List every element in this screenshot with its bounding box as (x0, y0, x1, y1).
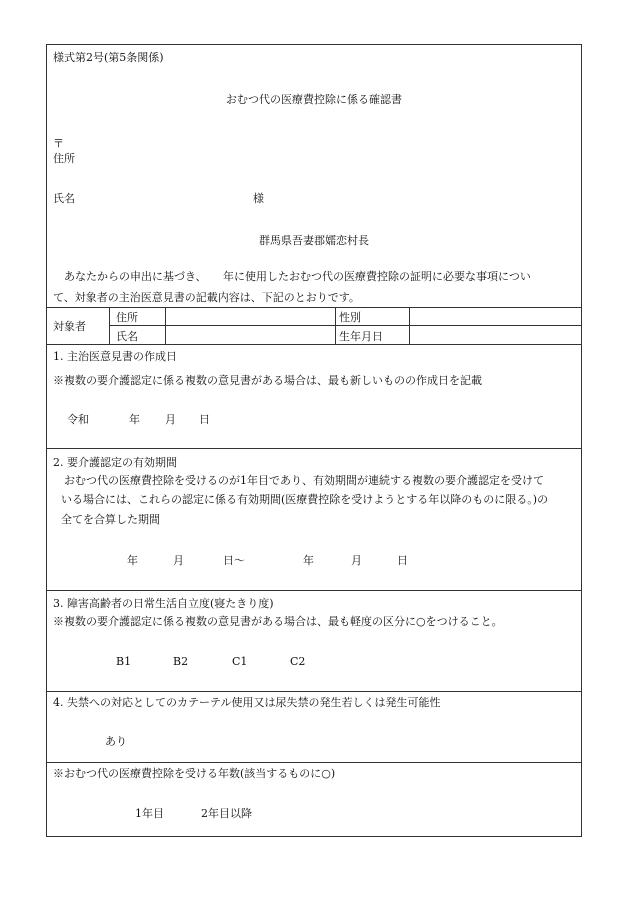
postal-mark: 〒 (53, 137, 64, 150)
option-first-year: 1年目 (135, 807, 164, 820)
section1-day: 日 (199, 413, 210, 426)
section5-title: ※おむつ代の医療費控除を受ける年数(該当するものに○) (53, 767, 336, 780)
birthdate-label: 生年月日 (339, 330, 383, 343)
period-from-year: 年 (127, 554, 138, 567)
form-title: おむつ代の医療費控除に係る確認書 (226, 93, 402, 106)
period-to-day: 日 (397, 554, 408, 567)
period-to-year: 年 (303, 554, 314, 567)
section2-line-3: 全てを合算した期間 (61, 513, 160, 526)
recipient-name-label: 氏名 (53, 192, 75, 205)
subject-row-label: 対象者 (53, 320, 86, 333)
subject-name-label: 氏名 (116, 330, 138, 343)
section2-title: 2. 要介護認定の有効期間 (53, 456, 177, 469)
section1-era: 令和 (67, 413, 89, 426)
section4-title: 4. 失禁への対応としてのカテーテル使用又は尿失禁の発生若しくは発生可能性 (53, 696, 441, 709)
period-from-month: 月 (173, 554, 184, 567)
option-c1: C1 (232, 655, 248, 668)
intro-line-1: あなたからの申出に基づき、 年に使用したおむつ代の医療費控除の証明に必要な事項につい (53, 270, 531, 283)
section2-line-1: おむつ代の医療費控除を受けるのが1年目であり、有効期間が連続する複数の要介護認定を受けて (53, 474, 544, 487)
option-c2: C2 (290, 655, 306, 668)
period-from-day: 日～ (223, 554, 245, 567)
certificate-form (46, 44, 582, 837)
section1-title: 1. 主治医意見書の作成日 (53, 350, 177, 363)
section1-note: ※複数の要介護認定に係る複数の意見書がある場合は、最も新しいものの作成日を記載 (53, 374, 482, 387)
honorific: 様 (253, 192, 264, 205)
period-to-month: 月 (351, 554, 362, 567)
section1-month: 月 (165, 413, 176, 426)
intro-line-2: て、対象者の主治医意見書の記載内容は、下記のとおりです。 (53, 291, 360, 304)
section3-title: 3. 障害高齢者の日常生活自立度(寝たきり度) (53, 597, 274, 610)
section1-year: 年 (129, 413, 140, 426)
gender-label: 性別 (339, 311, 361, 324)
form-number: 様式第2号(第5条関係) (53, 51, 164, 64)
section3-note: ※複数の要介護認定に係る複数の意見書がある場合は、最も軽度の区分に○をつけること。 (53, 615, 503, 628)
option-second-year-onward: 2年目以降 (201, 807, 252, 820)
section4-answer: あり (105, 735, 127, 748)
section2-line-2: いる場合には、これらの認定に係る有効期間(医療費控除を受けようとする年以降のものに限る。)の (61, 493, 549, 506)
address-label: 住所 (53, 152, 75, 165)
option-b2: B2 (173, 655, 189, 668)
option-b1: B1 (116, 655, 132, 668)
subject-address-label: 住所 (116, 311, 138, 324)
issuer: 群馬県吾妻郡嬬恋村長 (259, 234, 369, 247)
